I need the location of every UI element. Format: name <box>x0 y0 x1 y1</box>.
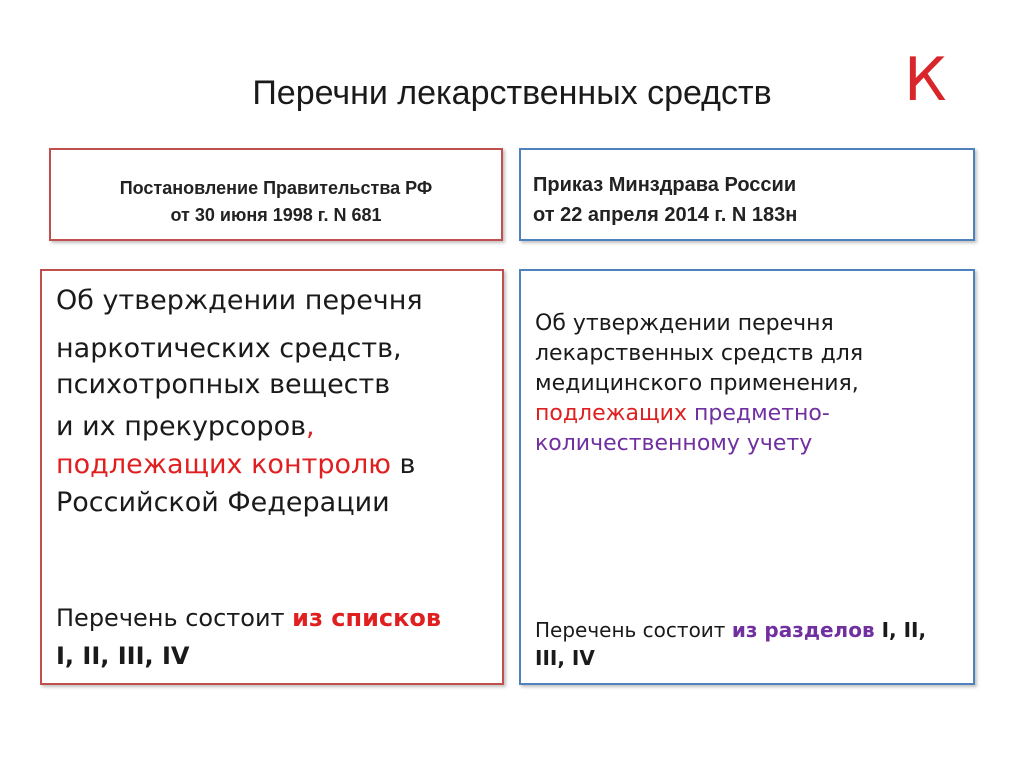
corner-letter: К <box>904 45 947 115</box>
left-header-line2: от 30 июня 1998 г. N 681 <box>170 205 382 225</box>
left-body-line5 <box>56 445 496 485</box>
left-body-box <box>40 269 504 685</box>
right-body-text <box>535 309 965 459</box>
left-body-line6: Российской Федерации <box>56 487 390 518</box>
right-body-box <box>519 269 975 685</box>
left-footer-line2: I, II, III, IV <box>56 642 190 670</box>
left-header-text <box>51 175 501 229</box>
left-footer-prefix: Перечень состоит <box>56 604 293 632</box>
left-footer-line1 <box>56 599 496 637</box>
left-body-line3: психотропных веществ <box>56 369 391 400</box>
right-body-highlight-red: подлежащих <box>535 401 687 426</box>
left-body-line4-text: и их прекурсоров <box>56 411 307 442</box>
left-header-line1: Постановление Правительства РФ <box>119 178 433 198</box>
right-footer-line2: III, IV <box>535 646 595 670</box>
right-footer-line1 <box>535 616 965 644</box>
right-header-box <box>519 148 975 241</box>
right-body-footer <box>535 616 965 672</box>
right-header-line1: Приказ Минздрава России <box>533 174 797 196</box>
left-body-line4 <box>56 407 496 447</box>
left-body-line1: Об утверждении перечня <box>56 285 423 316</box>
right-body-line2: лекарственных средств для <box>535 341 864 366</box>
right-header-line2: от 22 апреля 2014 г. N 183н <box>533 204 798 226</box>
left-body-footer <box>56 599 496 675</box>
left-body-highlight: подлежащих контролю <box>56 449 391 480</box>
right-body-line1: Об утверждении перечня <box>535 311 834 336</box>
right-footer-highlight: из разделов <box>731 618 875 642</box>
left-body-line2: наркотических средств, <box>56 333 402 364</box>
left-body-line4-comma: , <box>306 411 315 442</box>
right-body-line4 <box>535 399 965 429</box>
right-body-line5: количественному учету <box>535 431 813 456</box>
right-footer-roman-1: I, II, <box>874 618 927 642</box>
slide-title: Перечни лекарственных средств <box>252 74 772 112</box>
right-footer-prefix: Перечень состоит <box>535 618 732 642</box>
left-header-box <box>49 148 503 241</box>
right-body-highlight-purple: предметно- <box>687 401 830 426</box>
left-body-line5-tail: в <box>390 449 416 480</box>
left-footer-highlight: из списков <box>292 604 442 632</box>
right-body-line3: медицинского применения, <box>535 371 859 396</box>
right-header-text <box>533 170 963 230</box>
left-body-text <box>56 281 496 523</box>
